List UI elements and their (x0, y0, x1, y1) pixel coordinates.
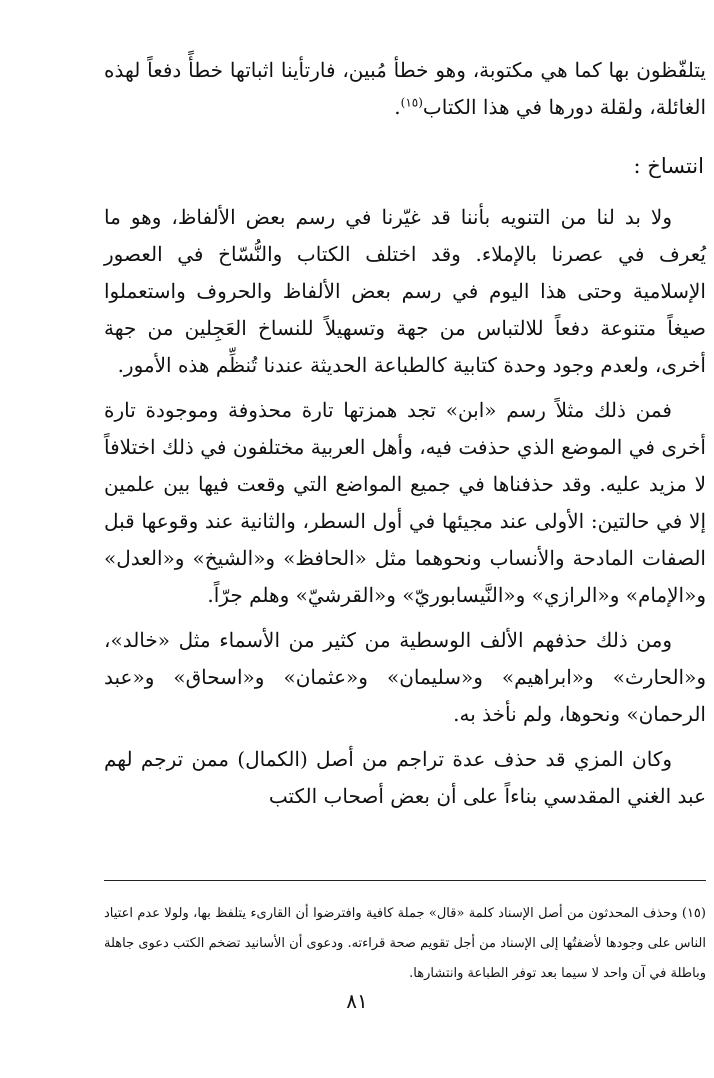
page-number: ٨١ (346, 989, 368, 1013)
spacer (104, 185, 706, 199)
paragraph: وكان المزي قد حذف عدة تراجم من أصل (الكمال) ممن ترجم لهم عبد الغني المقدسي بناءاً على أن بعض أصحاب الكتب (104, 747, 706, 808)
spacer (104, 614, 706, 622)
intro-paragraph-text: يتلفّظون بها كما هي مكتوبة، وهو خطأ مُبين، فارتأينا اثباتها خطأً دفعاً لهذه الغائلة، ولقلة دورها في هذا الكتاب (104, 58, 706, 119)
paragraph: ولا بد لنا من التنويه بأننا قد غيّرنا في رسم بعض الألفاظ، وهو ما يُعرف في عصرنا بالإملاء. وقد اختلف الكتاب والنُّسّاخ في العصور الإسلامية وحتى هذا اليوم في رسم بعض الألفاظ والحروف واستعملوا صيغاً متنوعة دفعاً للالتباس من جهة وتسهيلاً للنساخ العَجِلين من جهة أخرى، ولعدم وجود وحدة كتابية كالطباعة الحديثة عندنا تُنظِّم هذه الأمور. (104, 205, 707, 377)
section-heading (104, 148, 706, 185)
section-heading-text: انتساخ : (633, 154, 704, 178)
intro-paragraph: يتلفّظون بها كما هي مكتوبة، وهو خطأ مُبين، فارتأينا اثباتها خطأً دفعاً لهذه الغائلة، ولقلة دورها في هذا الكتاب$^{(١٥)}$. (104, 58, 706, 119)
footnote-reference: (١٥) (400, 95, 423, 110)
spacer (104, 384, 706, 392)
footnote-divider (104, 880, 706, 881)
footnote: (١٥) وحذف المحدثون من أصل الإسناد كلمة «قال» جملة كافية وافترضوا أن القارىء يتلفظ بها، ولولا عدم اعتياد الناس على وجودها لأضفتُها إلى الإسناد من أجل تقويم صحة قراءته. ودعوى أن الأسانيد تضخم الكتب دعوى جاهلة وباطلة في آن واحد لا سيما بعد توفر الطباعة وانتشارها. (104, 906, 706, 981)
paragraph: فمن ذلك مثلاً رسم «ابن» تجد همزتها تارة محذوفة وموجودة تارة أخرى في الموضع الذي حذفت فيه، وأهل العربية مختلفون في ذلك اختلافاً لا مزيد عليه. وقد حذفناها في جميع المواضع التي وقعت فيها بين علمين إلا في حالتين: الأولى عند مجيئها في أول السطر، والثانية عند وقوعها قبل الصفات المادحة والأنساب ونحوهما مثل «الحافظ» و«الشيخ» و«العدل» و«الإمام» و«الرازي» و«النَّيسابوريّ» و«القرشيّ» وهلم جرّاً. (104, 398, 706, 607)
spacer (104, 126, 706, 148)
main-text (104, 52, 706, 815)
spacer (104, 733, 706, 741)
paragraph: ومن ذلك حذفهم الألف الوسطية من كثير من الأسماء مثل «خالد»، و«الحارث» و«ابراهيم» و«سليمان» و«عثمان» و«اسحاق» و«عبد الرحمان» ونحوها، ولم نأخذ به. (104, 628, 706, 726)
